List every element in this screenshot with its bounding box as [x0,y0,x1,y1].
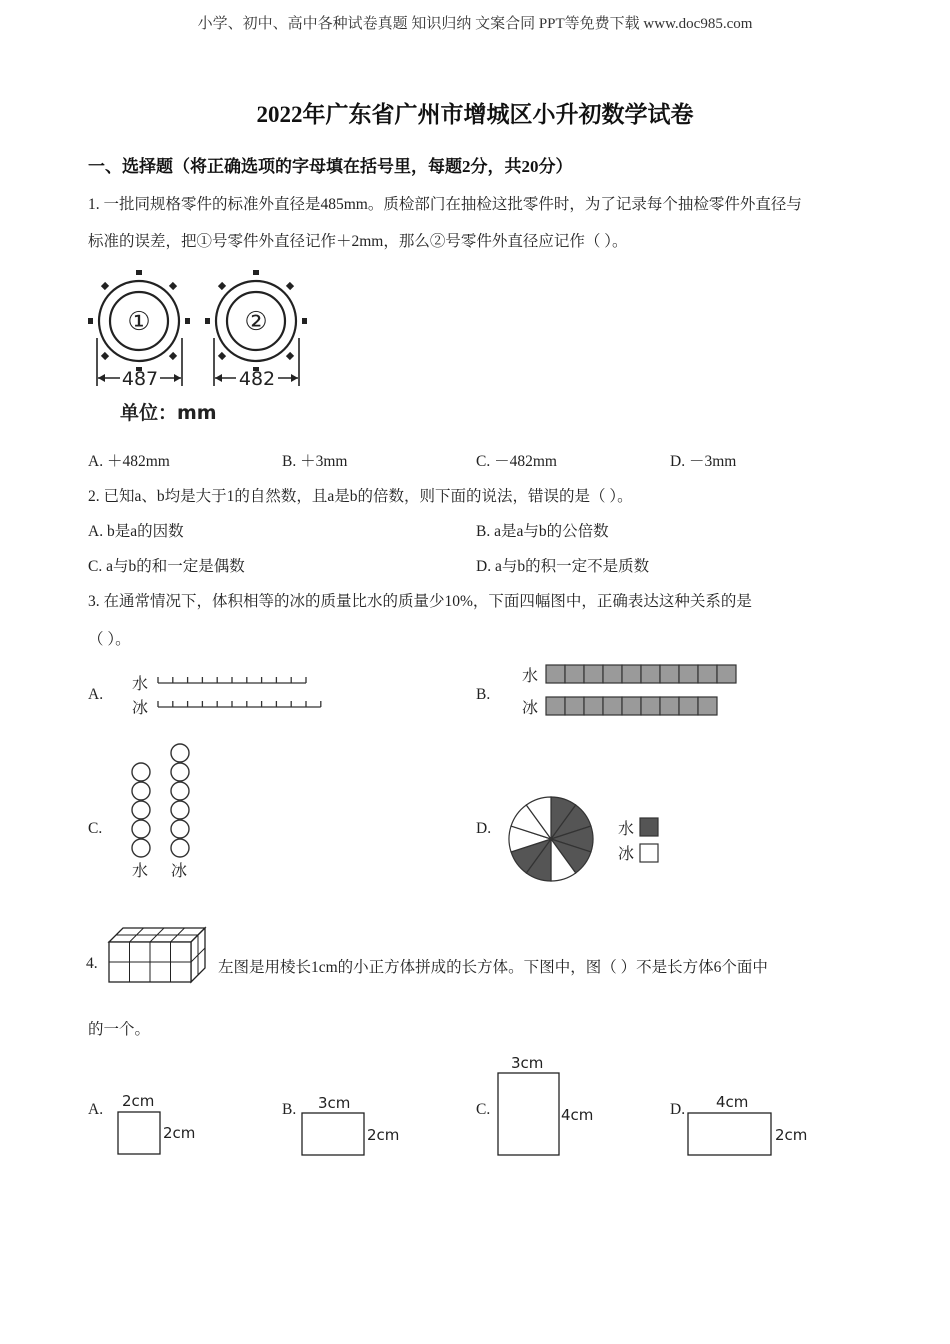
water-bar-block [698,665,717,683]
ice-circle [171,801,189,819]
water-circle [132,763,150,781]
water-label: 水 [522,666,539,685]
site-banner: 小学、初中、高中各种试卷真题 知识归纳 文案合同 PPT等免费下载 www.doc985.com [197,16,753,32]
q1-option-a[interactable]: A. ＋482mm [88,453,170,470]
ice-label: 冰 [171,861,188,880]
water-circle [132,839,150,857]
q4-c-top-label: 3cm [511,1054,544,1072]
water-bar-block [584,665,603,683]
q4-b-top-label: 3cm [318,1094,351,1112]
q3-figure-b [520,660,750,722]
gear-1-label: ① [127,307,151,337]
ice-circle [171,782,189,800]
q3-text-line1: 3. 在通常情况下，体积相等的冰的质量比水的质量少10%，下面四幅图中，正确表达这种关系的是 [88,593,752,610]
q4-option-c[interactable]: C. [476,1101,491,1118]
q4-option-d[interactable]: D. [670,1101,686,1118]
unit-label: 单位：mm [120,402,217,424]
q2-option-c[interactable]: C. a与b的和一定是偶数 [88,558,245,575]
q2-option-a[interactable]: A. b是a的因数 [88,523,184,540]
q3-figure-d [506,794,666,886]
q4-c-side-label: 4cm [561,1106,594,1124]
q1-text-line1: 1. 一批同规格零件的标准外直径是485mm。质检部门在抽检这批零件时，为了记录每个抽检零件外直径与 [88,196,802,213]
q4-text-line2: 的一个。 [88,1021,151,1038]
q4-option-a[interactable]: A. [88,1101,104,1118]
water-bar-block [660,665,679,683]
q3-option-a[interactable]: A. [88,686,104,703]
q4-d-side-label: 2cm [775,1126,808,1144]
q3-figure-c [125,740,205,885]
legend-ice-swatch [640,844,658,862]
exam-title: 2022年广东省广州市增城区小升初数学试卷 [256,102,694,127]
ice-bar-block [679,697,698,715]
water-bar-block [679,665,698,683]
ice-bar-block [584,697,603,715]
ice-bar-block [565,697,584,715]
q4-a-top-label: 2cm [122,1092,155,1110]
water-label: 水 [132,861,149,880]
q4-b-side-label: 2cm [367,1126,400,1144]
q4-text-line1: 左图是用棱长1cm的小正方体拼成的长方体。下图中，图（ ）不是长方体6个面中 [218,959,768,976]
water-bar-block [641,665,660,683]
ice-label: 冰 [618,844,635,863]
ice-circle [171,744,189,762]
q3-option-c[interactable]: C. [88,820,103,837]
q2-option-b[interactable]: B. a是a与b的公倍数 [476,523,609,540]
water-label: 水 [132,674,149,693]
ice-circle [171,839,189,857]
q3-figure-a [130,670,330,722]
water-bar-block [622,665,641,683]
ice-bar-block [603,697,622,715]
legend-water-swatch [640,818,658,836]
q4-cuboid-figure [106,924,210,986]
q3-option-b[interactable]: B. [476,686,491,703]
ice-bar-block [641,697,660,715]
q2-text: 2. 已知a、b均是大于1的自然数，且a是b的倍数，则下面的说法，错误的是（ ）。 [88,488,633,505]
q3-text-line2: （ ）。 [88,631,131,648]
q4-option-b[interactable]: B. [282,1101,297,1118]
q4-figure-b [296,1090,416,1160]
q1-option-b[interactable]: B. ＋3mm [282,453,348,470]
gear-1-dimension: 487 [121,368,159,390]
q4-d-top-label: 4cm [716,1093,749,1111]
water-bar-block [717,665,736,683]
q4-figure-d [684,1090,824,1160]
q1-text-line2: 标准的误差，把①号零件外直径记作＋2mm，那么②号零件外直径应记作（ ）。 [88,233,628,250]
water-label: 水 [618,819,635,838]
ice-bar-block [546,697,565,715]
ice-circle [171,820,189,838]
water-bar-block [565,665,584,683]
ice-circle [171,763,189,781]
water-circle [132,782,150,800]
ice-label: 冰 [132,698,149,717]
q2-option-d[interactable]: D. a与b的积一定不是质数 [476,558,650,575]
water-circle [132,820,150,838]
q4-figure-a [110,1090,210,1160]
ice-label: 冰 [522,698,539,717]
q1-option-c[interactable]: C. －482mm [476,453,557,470]
water-bar-block [603,665,622,683]
q3-option-d[interactable]: D. [476,820,492,837]
water-circle [132,801,150,819]
gear-2-dimension: 482 [238,368,276,390]
q1-option-d[interactable]: D. －3mm [670,453,737,470]
ice-bar-block [698,697,717,715]
water-bar-block [546,665,565,683]
ice-bar-block [622,697,641,715]
ice-bar-block [660,697,679,715]
q4-a-side-label: 2cm [163,1124,196,1142]
q1-gears-figure [90,266,320,426]
section-heading: 一、选择题（将正确选项的字母填在括号里，每题2分，共20分） [88,157,573,176]
gear-2-label: ② [244,307,268,337]
q4-number: 4. [86,955,98,972]
q4-figure-c [492,1050,602,1160]
